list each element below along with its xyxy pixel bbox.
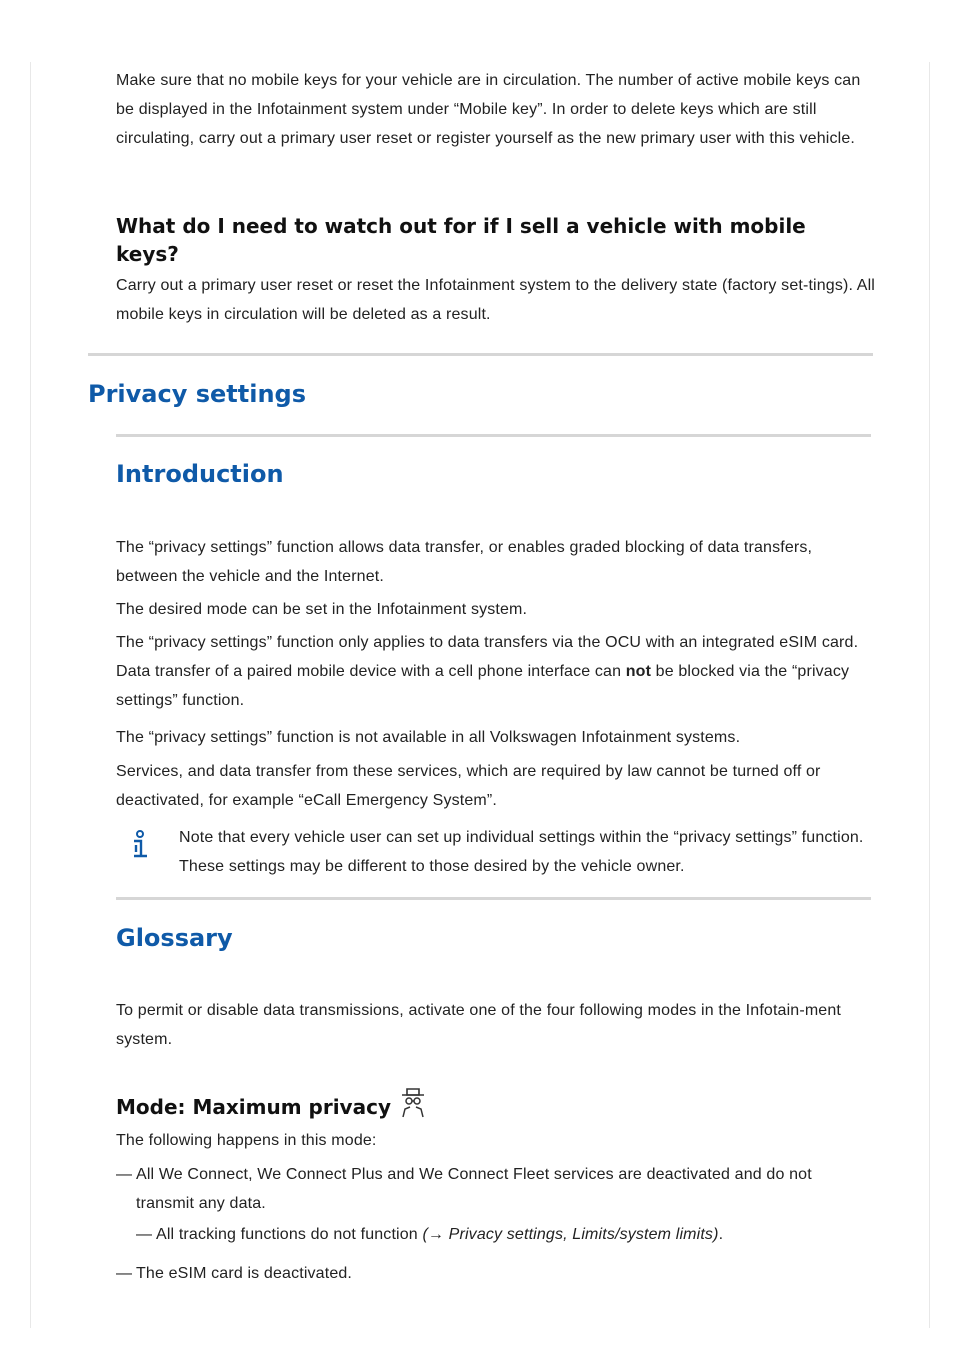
section-divider [88, 353, 873, 356]
glossary-title: Glossary [116, 924, 233, 952]
introduction-p4: The “privacy settings” function is not available in all Volkswagen Infotainment systems. [116, 729, 741, 746]
sell-heading [116, 212, 876, 268]
mode-heading-text: Mode: Maximum privacy [116, 1094, 391, 1119]
introduction-divider [116, 434, 871, 437]
bullet-dash: — [116, 1265, 133, 1282]
bullet-text: All We Connect, We Connect Plus and We Connect Fleet services are deactivated and do not transmit any data. [136, 1166, 812, 1212]
sell-paragraph: Carry out a primary user reset or reset the Infotainment system to the delivery state (factory set-tings). All mobile keys in circulation will be deleted as a result. [116, 277, 876, 323]
glossary-divider [116, 897, 871, 900]
left-margin-line [30, 62, 31, 1328]
privacy-settings-title: Privacy settings [88, 380, 307, 408]
introduction-title: Introduction [116, 460, 284, 488]
mode-intro: The following happens in this mode: [116, 1132, 377, 1149]
introduction-p3-before: The “privacy settings” function only applies to data transfers via the OCU with an integrated eSIM card. Data transfer of a paired mobile device with a cell phone interface can [116, 634, 859, 680]
mode-heading [116, 1087, 427, 1126]
note-text: Note that every vehicle user can set up individual settings within the “privacy settings” function. These settings may be different to those desired by the vehicle owner. [179, 829, 864, 875]
introduction-p2: The desired mode can be set in the Infotainment system. [116, 601, 528, 618]
introduction-p5: Services, and data transfer from these services, which are required by law cannot be turned off or deactivated, for example “eCall Emergency System”. [116, 763, 821, 809]
bullet-text [156, 1220, 876, 1249]
introduction-p3 [116, 628, 876, 715]
sell-heading-line2: keys? [116, 242, 179, 266]
right-margin-line [929, 62, 930, 1328]
info-icon [130, 830, 150, 860]
cross-reference-link[interactable]: (→ Privacy settings, Limits/system limits) [422, 1226, 719, 1243]
introduction-p3-after: be blocked via the “privacy settings” function. [116, 663, 850, 709]
introduction-p3-bold: not [625, 663, 652, 680]
incognito-icon [399, 1087, 427, 1126]
bullet-dash: — [116, 1166, 133, 1183]
sell-heading-line1: What do I need to watch out for if I sell a vehicle with mobile [116, 214, 806, 238]
bullet-text: The eSIM card is deactivated. [136, 1265, 353, 1282]
glossary-p1: To permit or disable data transmissions, activate one of the four following modes in the Infotain-ment system. [116, 1002, 842, 1048]
sub-bullet-end: . [718, 1226, 724, 1243]
intro-paragraph: Make sure that no mobile keys for your vehicle are in circulation. The number of active mobile keys can be displayed in the Infotainment system under “Mobile key”. In order to delete keys which are still circulating, carry out a primary user reset or register yourself as the new primary user with this vehicle. [116, 72, 861, 147]
bullet-dash: — [136, 1226, 153, 1243]
introduction-p1: The “privacy settings” function allows data transfer, or enables graded blocking of data transfers, between the vehicle and the Internet. [116, 539, 813, 585]
sub-bullet-text: All tracking functions do not function [156, 1226, 423, 1243]
